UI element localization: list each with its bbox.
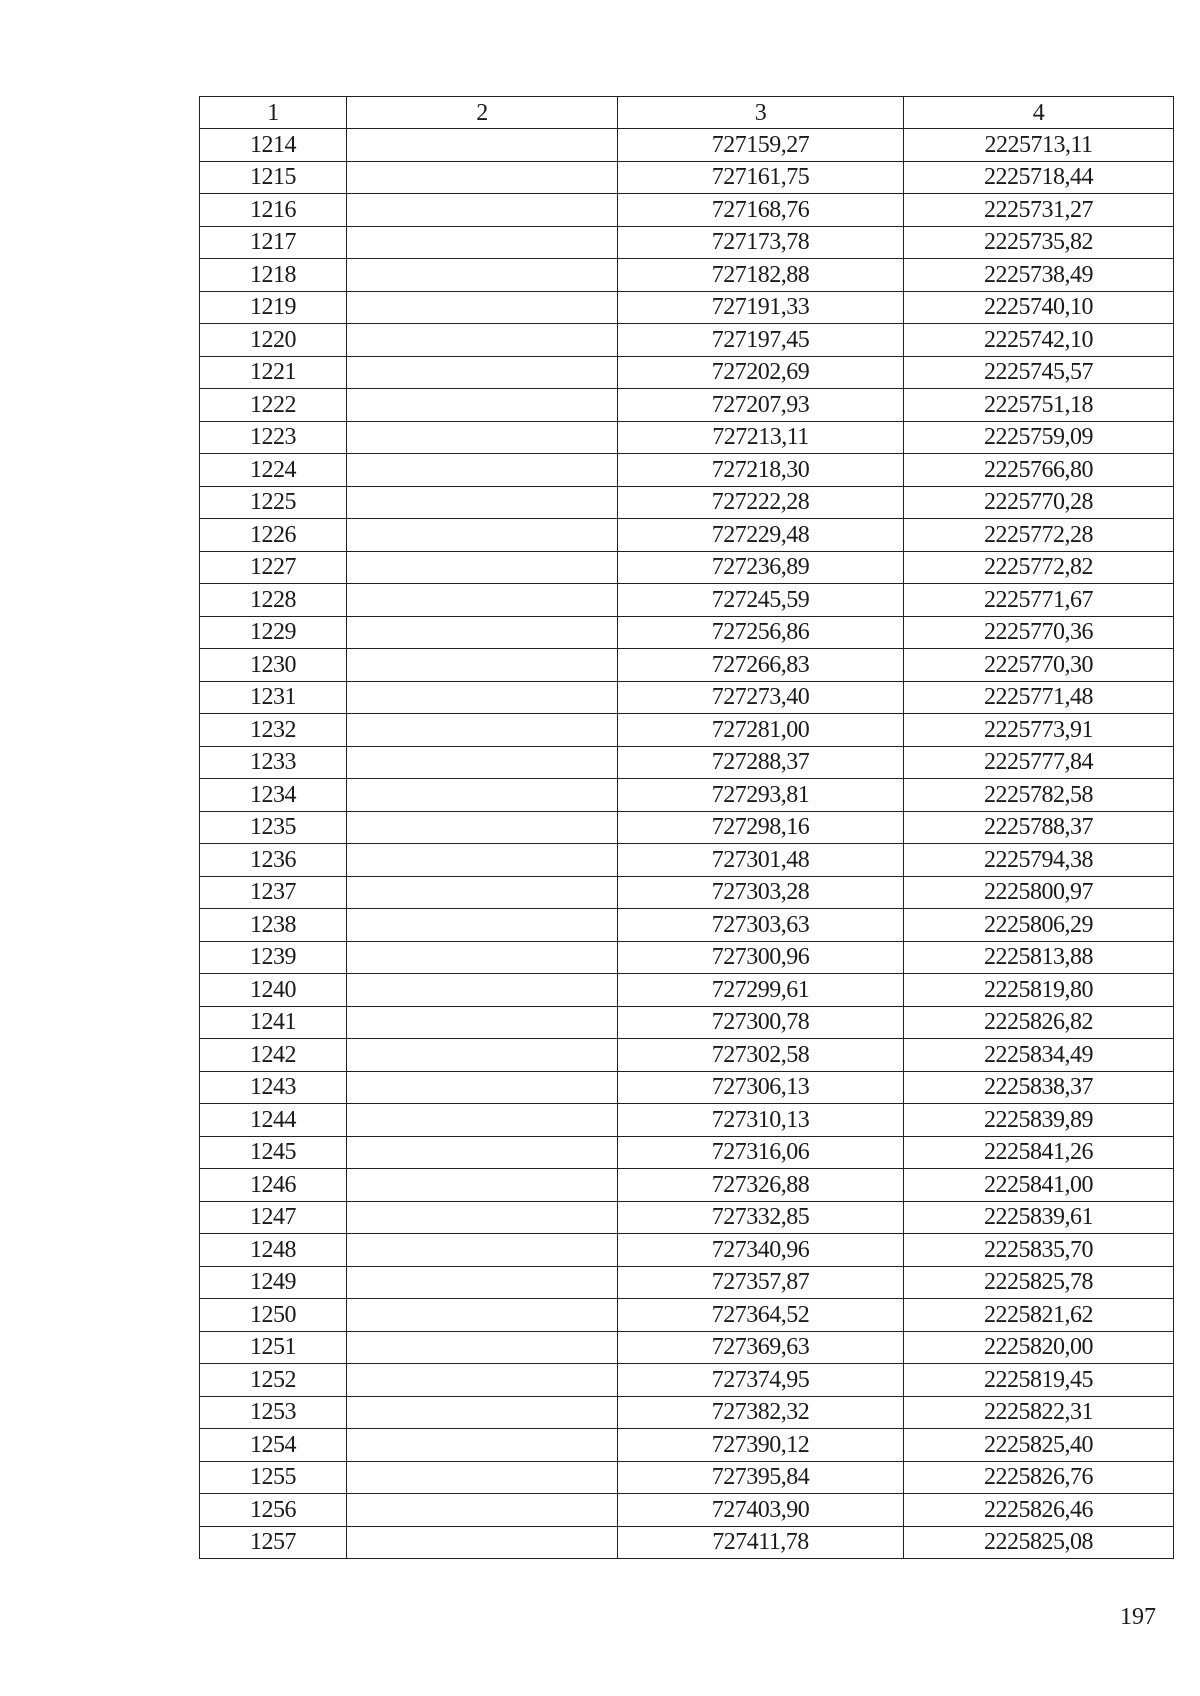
y-coordinate-cell: 2225713,11 [904,129,1174,162]
column-header-3: 3 [618,97,904,129]
point-number-cell: 1218 [200,259,347,292]
page-number: 197 [1120,1604,1156,1630]
y-coordinate-cell: 2225770,28 [904,486,1174,519]
point-number-cell: 1253 [200,1396,347,1429]
description-cell [347,844,618,877]
description-cell [347,389,618,422]
y-coordinate-cell: 2225825,40 [904,1429,1174,1462]
y-coordinate-cell: 2225772,82 [904,551,1174,584]
table-row [200,519,1174,552]
point-number-cell: 1228 [200,584,347,617]
x-coordinate-cell: 727245,59 [618,584,904,617]
y-coordinate-cell: 2225735,82 [904,226,1174,259]
y-coordinate-cell: 2225841,00 [904,1169,1174,1202]
y-coordinate-cell: 2225773,91 [904,714,1174,747]
description-cell [347,226,618,259]
x-coordinate-cell: 727266,83 [618,649,904,682]
table-row [200,1006,1174,1039]
point-number-cell: 1240 [200,974,347,1007]
y-coordinate-cell: 2225820,00 [904,1331,1174,1364]
x-coordinate-cell: 727300,78 [618,1006,904,1039]
table-row [200,226,1174,259]
description-cell [347,1331,618,1364]
x-coordinate-cell: 727303,63 [618,909,904,942]
point-number-cell: 1242 [200,1039,347,1072]
table-row [200,129,1174,162]
description-cell [347,194,618,227]
table-row [200,1169,1174,1202]
y-coordinate-cell: 2225806,29 [904,909,1174,942]
y-coordinate-cell: 2225825,78 [904,1266,1174,1299]
table-header-row [200,97,1174,129]
table-row [200,1039,1174,1072]
table-row [200,1396,1174,1429]
y-coordinate-cell: 2225841,26 [904,1136,1174,1169]
table-row [200,974,1174,1007]
point-number-cell: 1235 [200,811,347,844]
y-coordinate-cell: 2225826,76 [904,1461,1174,1494]
y-coordinate-cell: 2225770,36 [904,616,1174,649]
table-body [200,129,1174,1559]
y-coordinate-cell: 2225825,08 [904,1526,1174,1559]
x-coordinate-cell: 727411,78 [618,1526,904,1559]
table-row [200,389,1174,422]
x-coordinate-cell: 727306,13 [618,1071,904,1104]
x-coordinate-cell: 727281,00 [618,714,904,747]
point-number-cell: 1215 [200,161,347,194]
point-number-cell: 1221 [200,356,347,389]
x-coordinate-cell: 727191,33 [618,291,904,324]
point-number-cell: 1234 [200,779,347,812]
table-row [200,1136,1174,1169]
description-cell [347,1396,618,1429]
point-number-cell: 1246 [200,1169,347,1202]
table-row [200,1266,1174,1299]
x-coordinate-cell: 727222,28 [618,486,904,519]
point-number-cell: 1252 [200,1364,347,1397]
point-number-cell: 1220 [200,324,347,357]
description-cell [347,1494,618,1527]
table-row [200,876,1174,909]
description-cell [347,616,618,649]
description-cell [347,1201,618,1234]
y-coordinate-cell: 2225782,58 [904,779,1174,812]
point-number-cell: 1224 [200,454,347,487]
description-cell [347,779,618,812]
table-row [200,1299,1174,1332]
table-row [200,844,1174,877]
x-coordinate-cell: 727168,76 [618,194,904,227]
description-cell [347,974,618,1007]
y-coordinate-cell: 2225731,27 [904,194,1174,227]
table-row [200,1201,1174,1234]
table-row [200,421,1174,454]
description-cell [347,291,618,324]
y-coordinate-cell: 2225813,88 [904,941,1174,974]
point-number-cell: 1239 [200,941,347,974]
y-coordinate-cell: 2225834,49 [904,1039,1174,1072]
y-coordinate-cell: 2225794,38 [904,844,1174,877]
point-number-cell: 1232 [200,714,347,747]
y-coordinate-cell: 2225751,18 [904,389,1174,422]
table-row [200,291,1174,324]
description-cell [347,129,618,162]
y-coordinate-cell: 2225738,49 [904,259,1174,292]
point-number-cell: 1256 [200,1494,347,1527]
description-cell [347,584,618,617]
y-coordinate-cell: 2225838,37 [904,1071,1174,1104]
table-row [200,941,1174,974]
x-coordinate-cell: 727301,48 [618,844,904,877]
point-number-cell: 1247 [200,1201,347,1234]
y-coordinate-cell: 2225766,80 [904,454,1174,487]
table-row [200,356,1174,389]
description-cell [347,1234,618,1267]
point-number-cell: 1225 [200,486,347,519]
x-coordinate-cell: 727229,48 [618,519,904,552]
point-number-cell: 1226 [200,519,347,552]
point-number-cell: 1250 [200,1299,347,1332]
x-coordinate-cell: 727288,37 [618,746,904,779]
x-coordinate-cell: 727207,93 [618,389,904,422]
description-cell [347,356,618,389]
y-coordinate-cell: 2225771,67 [904,584,1174,617]
point-number-cell: 1245 [200,1136,347,1169]
point-number-cell: 1231 [200,681,347,714]
column-header-2: 2 [347,97,618,129]
table-row [200,1364,1174,1397]
description-cell [347,1071,618,1104]
description-cell [347,1136,618,1169]
description-cell [347,714,618,747]
y-coordinate-cell: 2225759,09 [904,421,1174,454]
table-row [200,616,1174,649]
y-coordinate-cell: 2225788,37 [904,811,1174,844]
description-cell [347,1461,618,1494]
point-number-cell: 1229 [200,616,347,649]
description-cell [347,1266,618,1299]
description-cell [347,259,618,292]
x-coordinate-cell: 727300,96 [618,941,904,974]
x-coordinate-cell: 727326,88 [618,1169,904,1202]
table-row [200,1234,1174,1267]
point-number-cell: 1216 [200,194,347,227]
description-cell [347,454,618,487]
point-number-cell: 1238 [200,909,347,942]
x-coordinate-cell: 727256,86 [618,616,904,649]
description-cell [347,909,618,942]
table-row [200,1104,1174,1137]
x-coordinate-cell: 727161,75 [618,161,904,194]
y-coordinate-cell: 2225839,61 [904,1201,1174,1234]
x-coordinate-cell: 727273,40 [618,681,904,714]
description-cell [347,421,618,454]
x-coordinate-cell: 727357,87 [618,1266,904,1299]
table-row [200,909,1174,942]
y-coordinate-cell: 2225718,44 [904,161,1174,194]
column-header-1: 1 [200,97,347,129]
y-coordinate-cell: 2225740,10 [904,291,1174,324]
x-coordinate-cell: 727213,11 [618,421,904,454]
table-row [200,681,1174,714]
table-row [200,324,1174,357]
x-coordinate-cell: 727310,13 [618,1104,904,1137]
point-number-cell: 1248 [200,1234,347,1267]
y-coordinate-cell: 2225835,70 [904,1234,1174,1267]
description-cell [347,876,618,909]
table-row [200,486,1174,519]
y-coordinate-cell: 2225742,10 [904,324,1174,357]
x-coordinate-cell: 727298,16 [618,811,904,844]
description-cell [347,519,618,552]
y-coordinate-cell: 2225826,82 [904,1006,1174,1039]
x-coordinate-cell: 727374,95 [618,1364,904,1397]
x-coordinate-cell: 727369,63 [618,1331,904,1364]
x-coordinate-cell: 727197,45 [618,324,904,357]
x-coordinate-cell: 727302,58 [618,1039,904,1072]
y-coordinate-cell: 2225770,30 [904,649,1174,682]
point-number-cell: 1227 [200,551,347,584]
point-number-cell: 1217 [200,226,347,259]
x-coordinate-cell: 727293,81 [618,779,904,812]
x-coordinate-cell: 727364,52 [618,1299,904,1332]
description-cell [347,1006,618,1039]
y-coordinate-cell: 2225745,57 [904,356,1174,389]
point-number-cell: 1249 [200,1266,347,1299]
table-row [200,551,1174,584]
table-row [200,1494,1174,1527]
description-cell [347,1526,618,1559]
y-coordinate-cell: 2225819,45 [904,1364,1174,1397]
description-cell [347,941,618,974]
x-coordinate-cell: 727182,88 [618,259,904,292]
point-number-cell: 1251 [200,1331,347,1364]
table-row [200,454,1174,487]
description-cell [347,486,618,519]
x-coordinate-cell: 727382,32 [618,1396,904,1429]
table-row [200,584,1174,617]
point-number-cell: 1236 [200,844,347,877]
x-coordinate-cell: 727332,85 [618,1201,904,1234]
description-cell [347,746,618,779]
table-row [200,746,1174,779]
point-number-cell: 1223 [200,421,347,454]
point-number-cell: 1222 [200,389,347,422]
point-number-cell: 1254 [200,1429,347,1462]
table-row [200,194,1174,227]
y-coordinate-cell: 2225800,97 [904,876,1174,909]
x-coordinate-cell: 727303,28 [618,876,904,909]
table-row [200,1429,1174,1462]
x-coordinate-cell: 727403,90 [618,1494,904,1527]
point-number-cell: 1244 [200,1104,347,1137]
table-row [200,779,1174,812]
y-coordinate-cell: 2225771,48 [904,681,1174,714]
y-coordinate-cell: 2225826,46 [904,1494,1174,1527]
x-coordinate-cell: 727316,06 [618,1136,904,1169]
y-coordinate-cell: 2225821,62 [904,1299,1174,1332]
description-cell [347,551,618,584]
table-row [200,161,1174,194]
table-row [200,649,1174,682]
coordinates-table [199,96,1174,1559]
description-cell [347,681,618,714]
x-coordinate-cell: 727159,27 [618,129,904,162]
description-cell [347,324,618,357]
x-coordinate-cell: 727340,96 [618,1234,904,1267]
x-coordinate-cell: 727202,69 [618,356,904,389]
column-header-4: 4 [904,97,1174,129]
description-cell [347,1429,618,1462]
table-row [200,1331,1174,1364]
y-coordinate-cell: 2225819,80 [904,974,1174,1007]
y-coordinate-cell: 2225772,28 [904,519,1174,552]
table-row [200,1461,1174,1494]
y-coordinate-cell: 2225839,89 [904,1104,1174,1137]
description-cell [347,1299,618,1332]
x-coordinate-cell: 727299,61 [618,974,904,1007]
point-number-cell: 1241 [200,1006,347,1039]
description-cell [347,811,618,844]
x-coordinate-cell: 727218,30 [618,454,904,487]
x-coordinate-cell: 727395,84 [618,1461,904,1494]
description-cell [347,1364,618,1397]
point-number-cell: 1257 [200,1526,347,1559]
x-coordinate-cell: 727236,89 [618,551,904,584]
y-coordinate-cell: 2225822,31 [904,1396,1174,1429]
x-coordinate-cell: 727173,78 [618,226,904,259]
description-cell [347,1104,618,1137]
point-number-cell: 1237 [200,876,347,909]
table-row [200,811,1174,844]
point-number-cell: 1255 [200,1461,347,1494]
table-row [200,259,1174,292]
x-coordinate-cell: 727390,12 [618,1429,904,1462]
point-number-cell: 1219 [200,291,347,324]
point-number-cell: 1233 [200,746,347,779]
point-number-cell: 1214 [200,129,347,162]
point-number-cell: 1230 [200,649,347,682]
description-cell [347,649,618,682]
point-number-cell: 1243 [200,1071,347,1104]
table-row [200,1071,1174,1104]
description-cell [347,161,618,194]
description-cell [347,1039,618,1072]
table-row [200,1526,1174,1559]
y-coordinate-cell: 2225777,84 [904,746,1174,779]
table-row [200,714,1174,747]
description-cell [347,1169,618,1202]
